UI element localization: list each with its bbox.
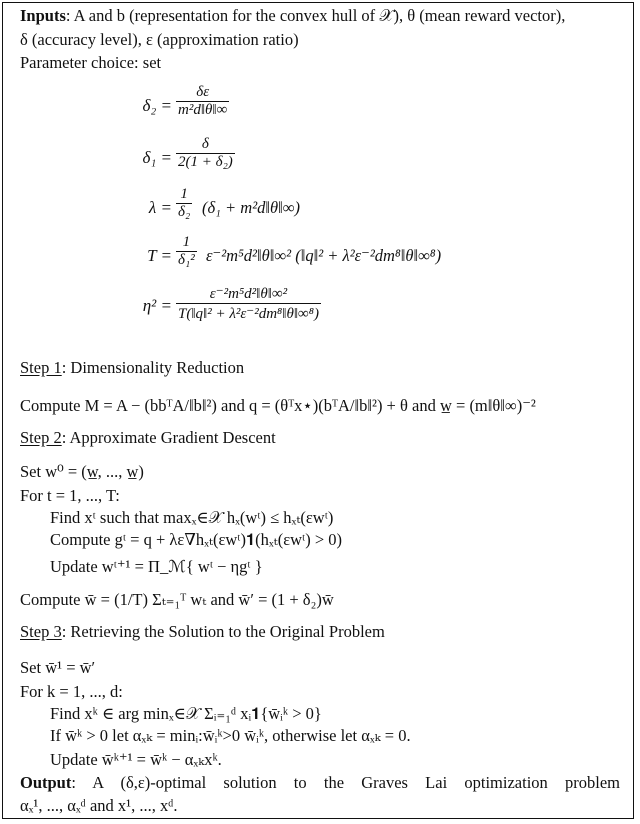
inputs-text-1: : A and b (representation for the convex hull of 𝒳), θ (mean reward vector),: [65, 6, 566, 25]
eta-fraction: [176, 284, 321, 323]
output-text-1: : A (δ,ε)-optimal solution to the Graves Lai optimization problem: [71, 773, 620, 792]
step3-for: For k = 1, ..., d:: [20, 682, 123, 701]
step2-compute-g: Compute gᵗ = q + λε∇hₓₜ(εwᵗ)𝟏(hₓₜ(εwᵗ) > 0): [50, 530, 343, 549]
delta2-lhs: δ₂ =: [142, 96, 172, 115]
T-denominator: δ₁²: [178, 252, 195, 268]
step2-compute-wbar: Compute w̄ = (1/T) Σₜ₌₁ᵀ wₜ and w̄′ = (1 + δ₂)w̄: [20, 590, 334, 609]
delta2-denominator: m²d‖θ‖∞: [178, 102, 228, 118]
delta2-fraction: [176, 84, 229, 119]
step3-find: Find xᵏ ∈ arg minₓ∈𝒳 Σᵢ₌₁ᵈ xᵢ𝟏{w̄ᵢᵏ > 0}: [50, 704, 322, 723]
inputs-line-2: δ (accuracy level), ε (approximation ratio): [20, 30, 299, 49]
T-tail: ε⁻²m⁵d²‖θ‖∞² (‖q‖² + λ²ε⁻²dm⁸‖θ‖∞⁸): [206, 246, 442, 265]
step2-heading: [20, 428, 276, 448]
delta1-lhs: δ₁ =: [142, 148, 172, 167]
T-fraction: [176, 234, 197, 269]
step2-label: Step 2: [20, 428, 62, 447]
delta1-denominator: 2(1 + δ₂): [178, 154, 233, 170]
parameter-choice: Parameter choice: set: [20, 53, 162, 72]
step3-heading: [20, 622, 385, 642]
lambda-numerator: 1: [180, 186, 188, 202]
step1-compute: Compute M = A − (bbᵀA/‖b‖²) and q = (θᵀx⋆)(bᵀA/‖b‖²) + θ and w̲ = (m‖θ‖∞)⁻²: [20, 396, 536, 415]
eta-lhs: η² =: [142, 296, 172, 315]
eta-denominator: T(‖q‖² + λ²ε⁻²dm⁸‖θ‖∞⁸): [176, 303, 321, 323]
lambda-denominator: δ₂: [178, 204, 191, 220]
step3-label: Step 3: [20, 622, 62, 641]
lambda-tail: (δ₁ + m²d‖θ‖∞): [202, 198, 301, 217]
delta1-fraction: [176, 136, 235, 171]
step1-label: Step 1: [20, 358, 62, 377]
T-numerator: 1: [182, 234, 191, 250]
step3-update: Update w̄ᵏ⁺¹ = w̄ᵏ − αₓₖxᵏ.: [50, 750, 222, 769]
step3-set: Set w̄¹ = w̄′: [20, 658, 96, 677]
lambda-fraction: [176, 186, 192, 221]
step2-set: Set w⁰ = (w̲, ..., w̲): [20, 462, 144, 481]
step2-find: Find xᵗ such that maxₓ∈𝒳 hₓ(wᵗ) ≤ hₓₜ(εwᵗ): [50, 508, 334, 527]
inputs-line-1: [20, 6, 565, 26]
inputs-label: Inputs: [20, 6, 66, 25]
step1-title: : Dimensionality Reduction: [61, 358, 245, 377]
eta-numerator: ε⁻²m⁵d²‖θ‖∞²: [209, 286, 288, 302]
step2-update: Update wᵗ⁺¹ = Π_ℳ{ wᵗ − ηgᵗ }: [50, 557, 263, 576]
T-lhs: T =: [147, 246, 172, 265]
step3-if: If w̄ᵏ > 0 let αₓₖ = minᵢ:w̄ᵢᵏ>0 w̄ᵢᵏ, otherwise let αₓₖ = 0.: [50, 726, 411, 745]
output-line-2: αₓ¹, ..., αₓᵈ and x¹, ..., xᵈ.: [20, 796, 178, 815]
delta2-numerator: δε: [196, 84, 210, 100]
lambda-lhs: λ =: [148, 198, 172, 217]
output-label: Output: [20, 773, 72, 792]
step1-heading: [20, 358, 244, 378]
output-line-1: [20, 773, 620, 793]
delta1-numerator: δ: [201, 136, 209, 152]
step3-title: : Retrieving the Solution to the Original Problem: [61, 622, 385, 641]
step2-title: : Approximate Gradient Descent: [61, 428, 276, 447]
step2-for: For t = 1, ..., T:: [20, 486, 120, 505]
